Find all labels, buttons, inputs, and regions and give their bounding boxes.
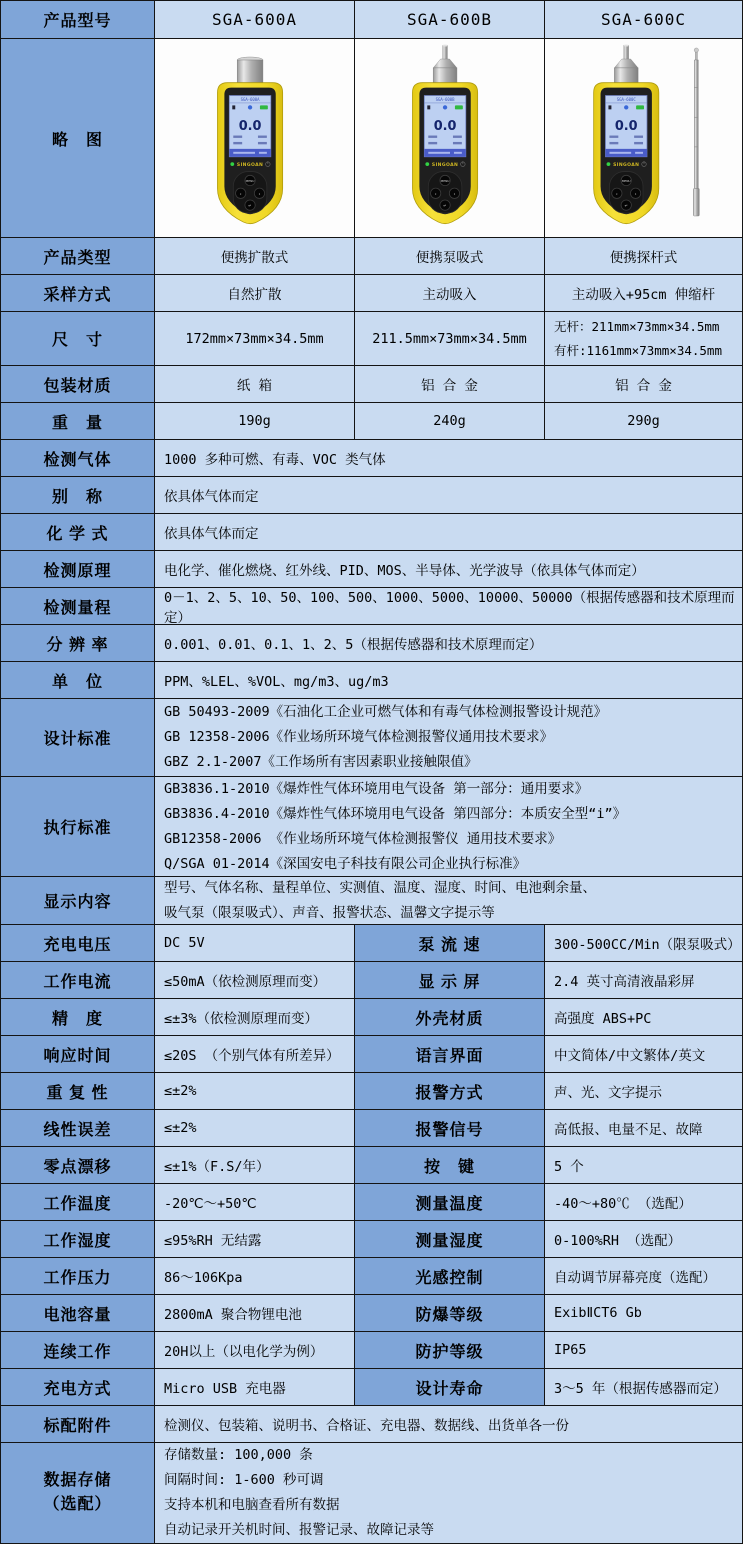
svg-text:↵: ↵: [624, 203, 628, 209]
svg-text:›: ›: [634, 192, 636, 198]
row-display-content: [1, 877, 743, 925]
response-time-language-label2: 语言界面: [355, 1036, 545, 1073]
working-temp-measure-temp-label2: 测量温度: [355, 1184, 545, 1221]
sketch-cell-sga-600a: [155, 39, 355, 238]
model-name-sga-600c: SGA-600C: [545, 1, 743, 39]
detection-range-value: 0－1、2、5、10、50、100、500、1000、5000、10000、50000（根据传感器和技术原理而定）: [155, 588, 743, 625]
accuracy-shell-value2: 高强度 ABS+PC: [545, 999, 743, 1036]
data-storage-line-1: 间隔时间: 1-600 秒可调: [164, 1472, 324, 1488]
design-standards-value: [155, 699, 743, 777]
continuous-work-protection-value2: IP65: [545, 1332, 743, 1369]
display-content-line-1: 吸气泵（限泵吸式）、声音、报警状态、温馨文字提示等: [164, 904, 495, 921]
row-design-standards: [1, 699, 743, 777]
svg-text:SGA-600B: SGA-600B: [435, 97, 455, 103]
sketch-label: 略 图: [1, 39, 155, 238]
device-image-sga-600a: [176, 43, 334, 233]
charging-method-design-life-label1: 充电方式: [1, 1369, 155, 1406]
data-storage-label-line-1: （选配）: [43, 1496, 112, 1513]
product-type-value-1: 便携泵吸式: [355, 238, 545, 275]
data-storage-label: [1, 1443, 155, 1544]
continuous-work-protection-label2: 防护等级: [355, 1332, 545, 1369]
row-execution-standards: [1, 777, 743, 877]
charging-method-design-life-value2: 3～5 年（根据传感器而定）: [545, 1369, 743, 1406]
design-standards-label: 设计标准: [1, 699, 155, 777]
units-value: PPM、%LEL、%VOL、mg/m3、ug/m3: [155, 662, 743, 699]
working-humidity-measure-humidity-value2: 0-100%RH （选配）: [545, 1221, 743, 1258]
row-response-time-language: [1, 1036, 743, 1073]
svg-text:SINGOAN: SINGOAN: [612, 163, 639, 169]
weight-value-0: 190g: [155, 403, 355, 440]
working-humidity-measure-humidity-value1: ≤95%RH 无结露: [155, 1221, 355, 1258]
resolution-value: 0.001、0.01、0.1、1、2、5（根据传感器和技术原理而定）: [155, 625, 743, 662]
execution-standards-line-0: GB3836.1-2010《爆炸性气体环境用电气设备 第一部分：通用要求》: [164, 780, 589, 797]
svg-text:SGA-600C: SGA-600C: [616, 97, 636, 103]
linearity-alarm-signal-value2: 高低报、电量不足、故障: [545, 1110, 743, 1147]
row-charging-method-design-life: [1, 1369, 743, 1406]
row-data-storage: [1, 1443, 743, 1544]
standard-accessories-value: 检测仪、包装箱、说明书、合格证、充电器、数据线、出货单各一份: [155, 1406, 743, 1443]
row-working-temp-measure-temp: [1, 1184, 743, 1221]
svg-text:SINGOAN: SINGOAN: [236, 163, 263, 169]
dimensions-value-1: 211.5mm×73mm×34.5mm: [355, 312, 545, 366]
charging-voltage-pump-flow-label2: 泵 流 速: [355, 925, 545, 962]
svg-text:0.0: 0.0: [614, 119, 638, 135]
response-time-language-value1: ≤20S （个别气体有所差异）: [155, 1036, 355, 1073]
row-working-pressure-light-control: [1, 1258, 743, 1295]
detection-range-label: 检测量程: [1, 588, 155, 625]
working-temp-measure-temp-label1: 工作温度: [1, 1184, 155, 1221]
working-current-display-value2: 2.4 英寸高清液晶彩屏: [545, 962, 743, 999]
response-time-language-label1: 响应时间: [1, 1036, 155, 1073]
row-units: [1, 662, 743, 699]
response-time-language-value2: 中文简体/中文繁体/英文: [545, 1036, 743, 1073]
continuous-work-protection-label1: 连续工作: [1, 1332, 155, 1369]
execution-standards-value: [155, 777, 743, 877]
sketch-row: [1, 39, 743, 238]
dimensions-label: 尺 寸: [1, 312, 155, 366]
linearity-alarm-signal-label2: 报警信号: [355, 1110, 545, 1147]
weight-label: 重 量: [1, 403, 155, 440]
header-row: [1, 1, 743, 39]
device-image-sga-600b: [371, 43, 529, 233]
chemical-formula-value: 依具体气体而定: [155, 514, 743, 551]
alias-label: 别 称: [1, 477, 155, 514]
charging-voltage-pump-flow-value1: DC 5V: [155, 925, 355, 962]
battery-explosion-proof-value1: 2800mA 聚合物锂电池: [155, 1295, 355, 1332]
accuracy-shell-label2: 外壳材质: [355, 999, 545, 1036]
repeatability-alarm-mode-label1: 重 复 性: [1, 1073, 155, 1110]
weight-value-1: 240g: [355, 403, 545, 440]
chemical-formula-label: 化 学 式: [1, 514, 155, 551]
dimensions-line-1: 有杆:1161mm×73mm×34.5mm: [554, 342, 722, 358]
svg-text:↵: ↵: [442, 203, 447, 209]
svg-text:SGA-600A: SGA-600A: [240, 97, 260, 103]
product-type-label: 产品类型: [1, 238, 155, 275]
continuous-work-protection-value1: 20H以上（以电化学为例）: [155, 1332, 355, 1369]
row-detection-range: [1, 588, 743, 625]
repeatability-alarm-mode-value2: 声、光、文字提示: [545, 1073, 743, 1110]
battery-explosion-proof-label2: 防爆等级: [355, 1295, 545, 1332]
row-dimensions: [1, 312, 743, 366]
charging-voltage-pump-flow-label1: 充电电压: [1, 925, 155, 962]
detection-principle-value: 电化学、催化燃烧、红外线、PID、MOS、半导体、光学波导（依具体气体而定）: [155, 551, 743, 588]
row-charging-voltage-pump-flow: [1, 925, 743, 962]
row-detection-principle: [1, 551, 743, 588]
dimensions-value-0: 172mm×73mm×34.5mm: [155, 312, 355, 366]
data-storage-value: [155, 1443, 743, 1544]
design-standards-line-2: GBZ 2.1-2007《工作场所有害因素职业接触限值》: [164, 754, 478, 770]
charging-method-design-life-label2: 设计寿命: [355, 1369, 545, 1406]
svg-text:›: ›: [258, 192, 260, 198]
header-model-label: 产品型号: [1, 1, 155, 39]
dimensions-line-0: 无杆：211mm×73mm×34.5mm: [554, 318, 720, 334]
sampling-method-value-0: 自然扩散: [155, 275, 355, 312]
data-storage-line-0: 存储数量: 100,000 条: [164, 1447, 313, 1463]
accuracy-shell-value1: ≤±3%（依检测原理而变）: [155, 999, 355, 1036]
row-sampling-method: [1, 275, 743, 312]
charging-method-design-life-value1: Micro USB 充电器: [155, 1369, 355, 1406]
svg-text:↵: ↵: [247, 203, 252, 209]
packing-material-value-2: 铝 合 金: [545, 366, 743, 403]
execution-standards-line-2: GB12358-2006 《作业场所环境气体检测报警仪 通用技术要求》: [164, 830, 562, 847]
packing-material-value-0: 纸 箱: [155, 366, 355, 403]
row-working-humidity-measure-humidity: [1, 1221, 743, 1258]
product-type-value-2: 便携探杆式: [545, 238, 743, 275]
data-storage-label-line-0: 数据存储: [43, 1472, 112, 1489]
row-zero-drift-keys: [1, 1147, 743, 1184]
charging-voltage-pump-flow-value2: 300-500CC/Min（限泵吸式）: [545, 925, 743, 962]
row-product-type: [1, 238, 743, 275]
execution-standards-line-3: Q/SGA 01-2014《深国安电子科技有限公司企业执行标准》: [164, 855, 527, 872]
row-packing-material: [1, 366, 743, 403]
execution-standards-label: 执行标准: [1, 777, 155, 877]
working-pressure-light-control-label2: 光感控制: [355, 1258, 545, 1295]
row-linearity-alarm-signal: [1, 1110, 743, 1147]
working-current-display-label1: 工作电流: [1, 962, 155, 999]
standard-accessories-label: 标配附件: [1, 1406, 155, 1443]
alias-value: 依具体气体而定: [155, 477, 743, 514]
accuracy-shell-label1: 精 度: [1, 999, 155, 1036]
svg-text:MENU: MENU: [621, 179, 631, 184]
zero-drift-keys-value1: ≤±1%（F.S/年）: [155, 1147, 355, 1184]
device-image-sga-600c: [565, 43, 723, 233]
zero-drift-keys-value2: 5 个: [545, 1147, 743, 1184]
execution-standards-line-1: GB3836.4-2010《爆炸性气体环境用电气设备 第四部分：本质安全型“i”》: [164, 805, 627, 822]
working-current-display-value1: ≤50mA（依检测原理而变）: [155, 962, 355, 999]
design-standards-line-1: GB 12358-2006《作业场所环境气体检测报警仪通用技术要求》: [164, 729, 554, 745]
repeatability-alarm-mode-label2: 报警方式: [355, 1073, 545, 1110]
model-name-sga-600b: SGA-600B: [355, 1, 545, 39]
linearity-alarm-signal-value1: ≤±2%: [155, 1110, 355, 1147]
svg-text:MENU: MENU: [440, 179, 449, 184]
detection-principle-label: 检测原理: [1, 551, 155, 588]
battery-explosion-proof-label1: 电池容量: [1, 1295, 155, 1332]
dimensions-value-2: [545, 312, 743, 366]
working-pressure-light-control-label1: 工作压力: [1, 1258, 155, 1295]
working-temp-measure-temp-value2: -40～+80℃ （选配）: [545, 1184, 743, 1221]
design-standards-line-0: GB 50493-2009《石油化工企业可燃气体和有毒气体检测报警设计规范》: [164, 704, 608, 720]
sampling-method-label: 采样方式: [1, 275, 155, 312]
svg-text:MENU: MENU: [245, 179, 254, 184]
row-detected-gases: [1, 440, 743, 477]
working-pressure-light-control-value1: 86～106Kpa: [155, 1258, 355, 1295]
row-resolution: [1, 625, 743, 662]
row-accuracy-shell: [1, 999, 743, 1036]
sampling-method-value-2: 主动吸入+95cm 伸缩杆: [545, 275, 743, 312]
linearity-alarm-signal-label1: 线性误差: [1, 1110, 155, 1147]
svg-text:0.0: 0.0: [238, 119, 261, 135]
svg-text:‹: ‹: [434, 192, 437, 198]
sampling-method-value-1: 主动吸入: [355, 275, 545, 312]
packing-material-value-1: 铝 合 金: [355, 366, 545, 403]
row-continuous-work-protection: [1, 1332, 743, 1369]
data-storage-line-3: 自动记录开关机时间、报警记录、故障记录等: [164, 1522, 434, 1538]
svg-text:SINGOAN: SINGOAN: [431, 163, 458, 169]
row-alias: [1, 477, 743, 514]
svg-text:‹: ‹: [239, 192, 242, 198]
resolution-label: 分 辨 率: [1, 625, 155, 662]
svg-text:›: ›: [453, 192, 455, 198]
sketch-cell-sga-600b: [355, 39, 545, 238]
display-content-line-0: 型号、气体名称、量程单位、实测值、温度、湿度、时间、电池剩余量、: [164, 879, 596, 896]
weight-value-2: 290g: [545, 403, 743, 440]
data-storage-line-2: 支持本机和电脑查看所有数据: [164, 1497, 340, 1513]
row-battery-explosion-proof: [1, 1295, 743, 1332]
row-working-current-display: [1, 962, 743, 999]
detected-gases-value: 1000 多种可燃、有毒、VOC 类气体: [155, 440, 743, 477]
row-repeatability-alarm-mode: [1, 1073, 743, 1110]
battery-explosion-proof-value2: ExibⅡCT6 Gb: [545, 1295, 743, 1332]
display-content-value: [155, 877, 743, 925]
svg-text:0.0: 0.0: [433, 119, 456, 135]
working-temp-measure-temp-value1: -20℃～+50℃: [155, 1184, 355, 1221]
display-content-label: 显示内容: [1, 877, 155, 925]
product-type-value-0: 便携扩散式: [155, 238, 355, 275]
working-humidity-measure-humidity-label1: 工作湿度: [1, 1221, 155, 1258]
working-humidity-measure-humidity-label2: 测量湿度: [355, 1221, 545, 1258]
repeatability-alarm-mode-value1: ≤±2%: [155, 1073, 355, 1110]
row-chemical-formula: [1, 514, 743, 551]
zero-drift-keys-label1: 零点漂移: [1, 1147, 155, 1184]
working-current-display-label2: 显 示 屏: [355, 962, 545, 999]
units-label: 单 位: [1, 662, 155, 699]
sketch-cell-sga-600c: [545, 39, 743, 238]
zero-drift-keys-label2: 按 键: [355, 1147, 545, 1184]
packing-material-label: 包装材质: [1, 366, 155, 403]
working-pressure-light-control-value2: 自动调节屏幕亮度（选配）: [545, 1258, 743, 1295]
row-weight: [1, 403, 743, 440]
detected-gases-label: 检测气体: [1, 440, 155, 477]
model-name-sga-600a: SGA-600A: [155, 1, 355, 39]
row-standard-accessories: [1, 1406, 743, 1443]
svg-text:‹: ‹: [615, 192, 618, 198]
